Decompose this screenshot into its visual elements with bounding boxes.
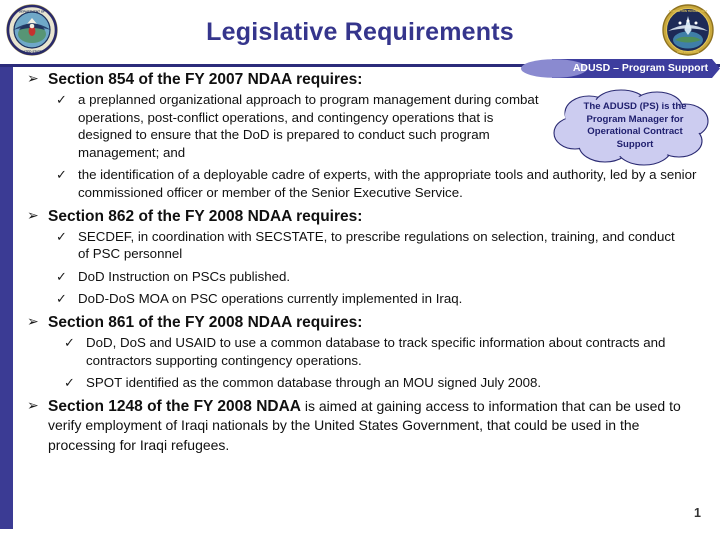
paragraph-lead-text: Section 1248 of the FY 2008 NDAA [48,397,301,415]
bullet-heading-text: Section 854 of the FY 2007 NDAA requires: [48,71,363,88]
sub-bullet-862-3 [24,290,688,308]
bullet-heading-861 [24,313,696,332]
sub-bullet-text: DoD Instruction on PSCs published. [78,268,291,284]
arrow-bullet-icon: ➢ [27,312,39,329]
arrow-bullet-icon: ➢ [27,396,39,413]
sub-bullet-text: SECDEF, in coordination with SECSTATE, to prescribe regulations on selection, training, and conduct of PSC personnel [78,228,675,262]
sub-bullet-text: SPOT identified as the common database through an MOU signed July 2008. [86,375,542,391]
check-bullet-icon: ✓ [56,268,67,284]
dod-atl-seal [662,4,714,56]
sub-bullet-862-1 [24,228,688,263]
sub-bullet-854-1 [24,91,548,161]
bullet-paragraph-1248 [24,397,688,456]
svg-text:AND LOGISTICS: AND LOGISTICS [677,50,699,54]
slide-header [0,0,720,66]
cloud-callout-text: The ADUSD (PS) is the Program Manager for Operational Contract Support [583,101,687,150]
arrow-bullet-icon: ➢ [27,206,39,223]
bullet-heading-862 [24,207,696,226]
sub-bullet-text: a preplanned organizational approach to program management during combat operations, post-conflict operations, and contingency operations that is designed to ensure that the DoD is prepared to conduct such program management; and [78,92,539,160]
section-group-861 [24,313,696,392]
check-bullet-icon: ✓ [56,167,67,183]
bullet-heading-text: Section 862 of the FY 2008 NDAA requires: [48,207,363,225]
sub-bullet-861-1 [24,334,720,369]
svg-text:UNITED STATES: UNITED STATES [19,49,45,54]
svg-text:DEPARTMENT OF: DEPARTMENT OF [18,9,46,14]
sub-bullet-854-2 [24,166,720,201]
section-group-862 [24,207,696,308]
check-bullet-icon: ✓ [64,334,75,350]
bullet-heading-text: Section 861 of the FY 2008 NDAA requires: [48,313,363,331]
sub-bullet-text: the identification of a deployable cadre of experts, with the appropriate tools and authority, led by a senior commissioned officer or member of the Senior Executive Service. [78,167,697,200]
sub-bullet-text: DoD-DoS MOA on PSC operations currently implemented in Iraq. [78,291,463,307]
page-number: 1 [694,506,701,520]
page-title: Legislative Requirements [206,18,514,46]
check-bullet-icon: ✓ [56,291,67,307]
arrow-bullet-icon: ➢ [27,70,39,86]
sub-bullet-text: DoD, DoS and USAID to use a common database to track specific information about contracts and contractors supporting contingency operations. [86,334,666,368]
ribbon-label: ADUSD – Program Support [572,62,709,74]
department-of-defense-seal [6,4,58,56]
left-accent-bar [0,67,13,529]
check-bullet-icon: ✓ [56,228,67,244]
sub-bullet-861-2 [24,374,720,392]
sub-bullet-862-2 [24,268,688,286]
paragraph-rest-text: is aimed at gaining access to information that can be used to verify employment of Iraqi nationals by the United States Government, that could be used in the processing for Iraqi refugees. [48,397,681,453]
check-bullet-icon: ✓ [64,375,75,391]
check-bullet-icon: ✓ [56,92,67,107]
svg-text:ACQUISITION TECHNOLOGY: ACQUISITION TECHNOLOGY [668,9,708,14]
